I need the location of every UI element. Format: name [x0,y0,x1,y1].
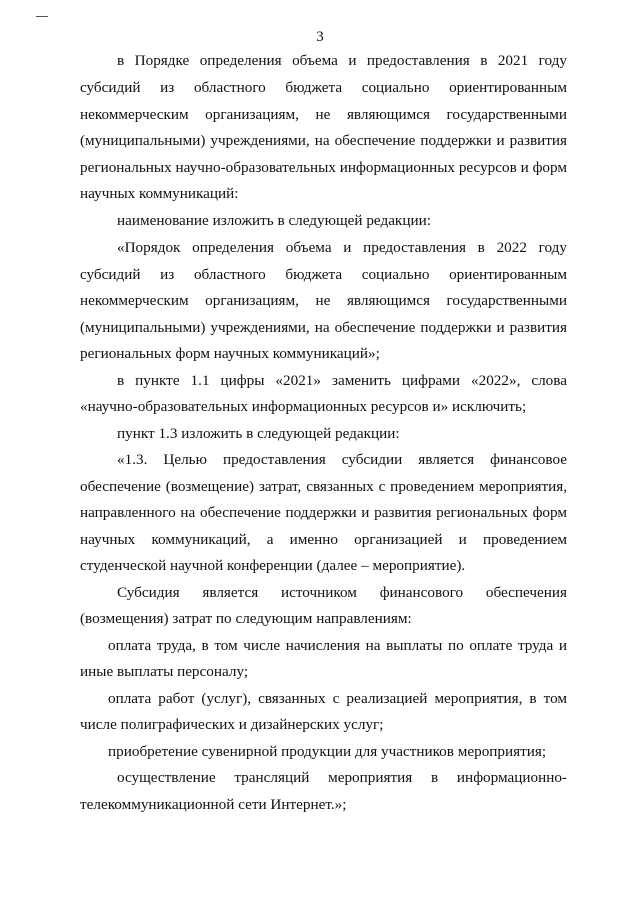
text-line: числе полиграфических и дизайнерских услуг; [80,716,384,733]
text-line: региональных форм научных коммуникаций»; [80,345,380,362]
text-line: некоммерческим организациям, не являющимся государственными [80,292,567,309]
text-line: наименование изложить в следующей редакции: [117,212,431,229]
text-line: (муниципальными) учреждениями, на обеспечение поддержки и развития [80,132,567,149]
text-line: Субсидия является источником финансового обеспечения [117,584,567,601]
text-line: «1.3. Целью предоставления субсидии является финансовое [117,451,567,468]
text-line: научных коммуникаций, а именно организацией и проведением [80,531,567,548]
text-line: направленного на обеспечение поддержки и развития региональных форм [80,504,567,521]
text-line: (возмещения) затрат по следующим направлениям: [80,610,412,627]
text-line: (муниципальными) учреждениями, на обеспечение поддержки и развития [80,319,567,336]
text-line: осуществление трансляций мероприятия в информационно- [117,769,567,786]
text-line: телекоммуникационной сети Интернет.»; [80,796,347,813]
text-line: приобретение сувенирной продукции для участников мероприятия; [108,743,547,760]
text-line: субсидий из областного бюджета социально ориентированным [80,266,567,283]
text-line: региональных научно-образовательных информационных ресурсов и форм [80,159,567,176]
text-line: пункт 1.3 изложить в следующей редакции: [117,425,400,442]
text-line: некоммерческим организациям, не являющимся государственными [80,106,567,123]
text-line: субсидий из областного бюджета социально ориентированным [80,79,567,96]
text-line: студенческой научной конференции (далее – мероприятие). [80,557,466,574]
page-number: 3 [316,29,324,45]
text-line: «Порядок определения объема и предоставления в 2022 году [117,239,567,256]
text-line: «научно-образовательных информационных ресурсов и» исключить; [80,398,527,415]
text-line: иные выплаты персоналу; [80,663,249,680]
text-line: оплата работ (услуг), связанных с реализацией мероприятия, в том [108,690,567,707]
text-line: в Порядке определения объема и предоставления в 2021 году [117,52,567,69]
text-line: в пункте 1.1 цифры «2021» заменить цифрами «2022», слова [117,372,567,389]
text-line: оплата труда, в том числе начисления на выплаты по оплате труда и [108,637,567,654]
text-line: научных коммуникаций: [80,185,239,202]
scan-mark [36,16,48,17]
text-line: обеспечение (возмещение) затрат, связанных с проведением мероприятия, [80,478,567,495]
